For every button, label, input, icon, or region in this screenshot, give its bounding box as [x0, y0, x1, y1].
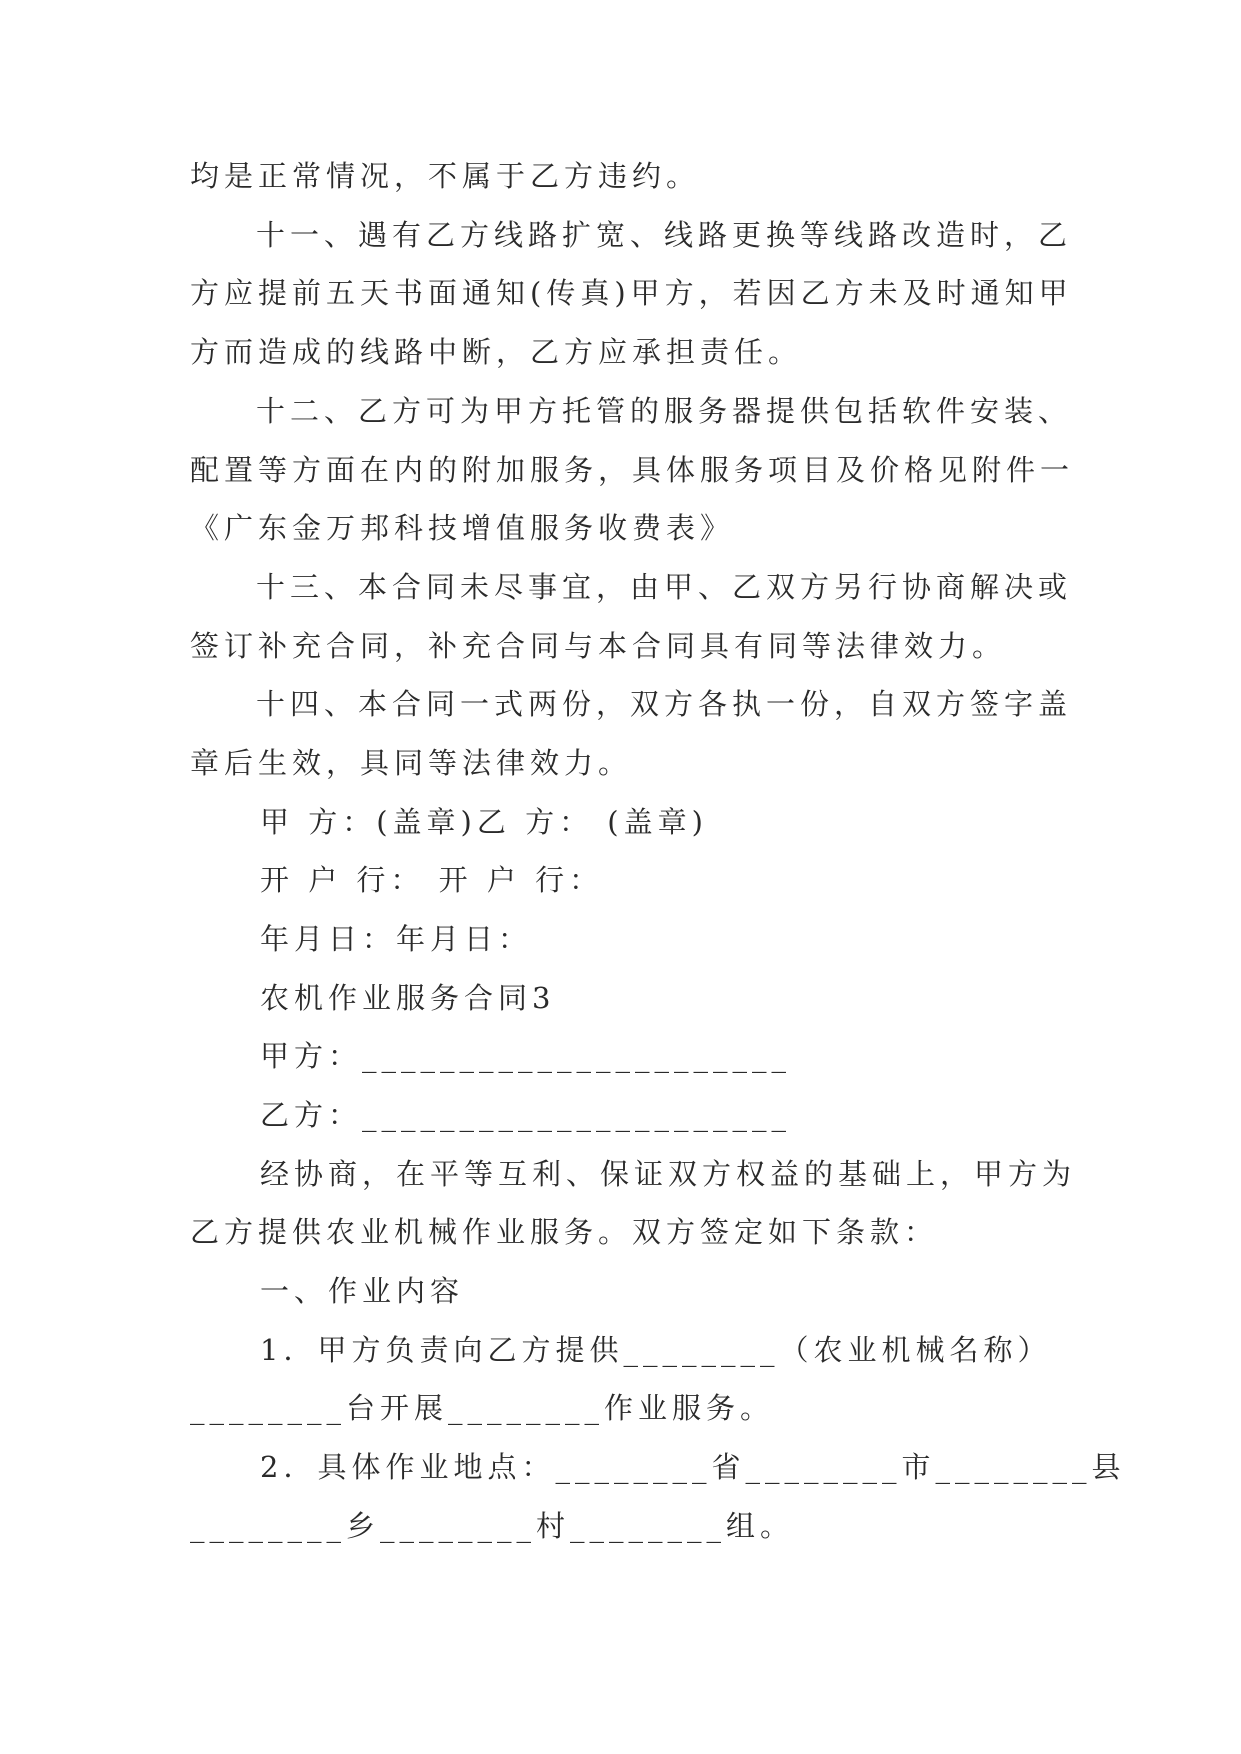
- paragraph-line: 十三、本合同未尽事宜，由甲、乙双方另行协商解决或: [256, 570, 1073, 604]
- paragraph-line: 章后生效，具同等法律效力。: [190, 746, 633, 780]
- clause-line: ________台开展________作业服务。: [190, 1391, 775, 1425]
- clause-line: 2．具体作业地点：________省________市________县: [260, 1450, 1126, 1484]
- bank-line: 开 户 行： 开 户 行：: [260, 863, 604, 897]
- party-b-line: 乙方：______________________: [260, 1098, 792, 1132]
- paragraph-line: 经协商，在平等互利、保证双方权益的基础上，甲方为: [260, 1157, 1077, 1191]
- paragraph-line: 配置等方面在内的附加服务，具体服务项目及价格见附件一: [190, 453, 1075, 487]
- paragraph-line: 十二、乙方可为甲方托管的服务器提供包括软件安装、: [256, 394, 1073, 428]
- section-heading: 一、作业内容: [260, 1274, 465, 1308]
- paragraph-line: 《广东金万邦科技增值服务收费表》: [190, 511, 735, 545]
- clause-line: ________乡________村________组。: [190, 1509, 795, 1543]
- party-a-line: 甲方：______________________: [260, 1039, 792, 1073]
- paragraph-line: 十一、遇有乙方线路扩宽、线路更换等线路改造时，乙: [256, 218, 1073, 252]
- paragraph-line: 均是正常情况，不属于乙方违约。: [190, 159, 701, 193]
- paragraph-line: 十四、本合同一式两份，双方各执一份，自双方签字盖: [256, 687, 1073, 721]
- paragraph-line: 签订补充合同，补充合同与本合同具有同等法律效力。: [190, 629, 1007, 663]
- paragraph-line: 乙方提供农业机械作业服务。双方签定如下条款：: [190, 1215, 939, 1249]
- paragraph-line: 方应提前五天书面通知(传真)甲方，若因乙方未及时通知甲: [190, 276, 1073, 310]
- date-line: 年月日：年月日：: [260, 922, 533, 956]
- paragraph-line: 方而造成的线路中断，乙方应承担责任。: [190, 335, 803, 369]
- clause-line: 1．甲方负责向乙方提供________（农业机械名称）: [260, 1333, 1052, 1367]
- signature-line: 甲 方：(盖章)乙 方： (盖章): [260, 805, 708, 839]
- contract-title: 农机作业服务合同3: [260, 981, 556, 1015]
